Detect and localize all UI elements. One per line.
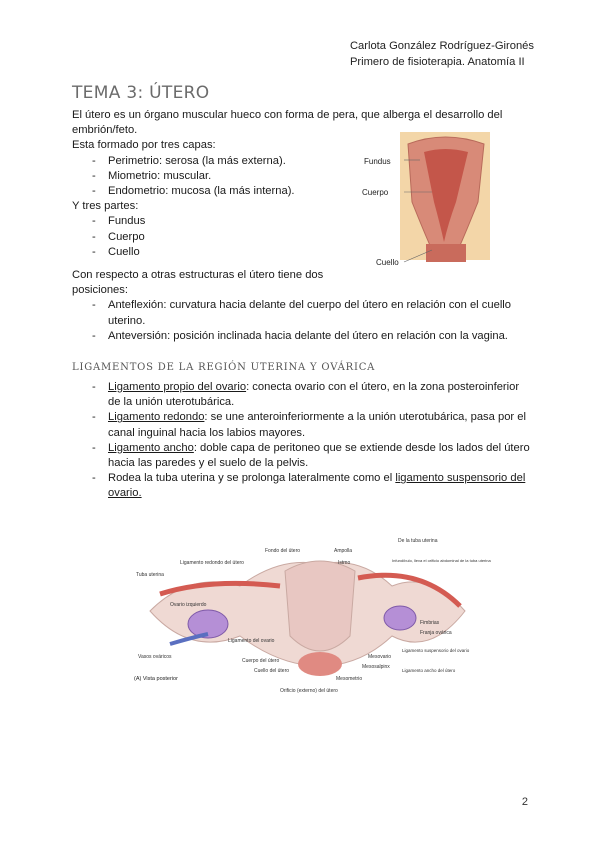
- ligaments-list: [72, 380, 534, 502]
- list-item: - Endometrio: mucosa (la más interna).: [92, 184, 342, 199]
- ampolla-label: Ampolla: [334, 548, 353, 554]
- list-item: - Perimetrio: serosa (la más externa).: [92, 154, 342, 169]
- ligament-term: ligamento suspensorio del ovario.: [108, 472, 526, 500]
- positions-list: [72, 298, 532, 344]
- parts-intro: Y tres partes:: [72, 200, 139, 213]
- list-item: [92, 441, 534, 471]
- istmo-label: Istmo: [338, 560, 351, 566]
- page-title: TEMA 3: ÚTERO: [72, 83, 210, 104]
- ligament-desc: : doble capa de peritoneo que se extiende desde los lados del útero hacia las paredes y el suelo de la pelvis.: [108, 441, 530, 470]
- cervix: [426, 244, 466, 262]
- mesosalpinx-label: Mesosalpinx: [362, 664, 390, 670]
- franja-ovarica-label: Franja ovárica: [420, 630, 452, 636]
- ligamento-ovario-label: Ligamento del ovario: [228, 638, 275, 644]
- figure-caption: (A) Vista posterior: [134, 676, 178, 682]
- author-name: Carlota González Rodríguez-Gironés: [349, 40, 534, 52]
- list-item: - Cuerpo: [92, 230, 342, 245]
- right-ovary: [384, 606, 416, 630]
- ligament-term: Ligamento redondo: [108, 411, 205, 424]
- ligaments-heading: LIGAMENTOS DE LA REGIÓN UTERINA Y OVÁRICA: [72, 362, 376, 373]
- ligamento-ancho-label: Ligamento ancho del útero: [402, 668, 456, 673]
- list-item: - Cuello: [92, 245, 342, 260]
- infundibulo-label: Infundíbulo, lleva el orificio abdominal de la tuba uterina: [392, 558, 491, 563]
- fondo-label: Fondo del útero: [265, 548, 301, 554]
- uterus-body: [285, 561, 355, 651]
- list-item: - Anteflexión: curvatura hacia delante del cuerpo del útero en relación con el cuello uterino.: [92, 298, 532, 328]
- positions-intro: Con respecto a otras estructuras el útero tiene dos posiciones:: [72, 269, 324, 297]
- orificio-label: Orificio (externo) del útero: [280, 688, 338, 694]
- cuerpo-utero-label: Cuerpo del útero: [242, 658, 280, 664]
- parts-list: [72, 214, 342, 260]
- list-item: - Miometrio: muscular.: [92, 169, 342, 184]
- ligament-desc: : conecta ovario con el útero, en la zona posteroinferior de la unión uterotubárica.: [108, 381, 520, 409]
- list-item: [92, 380, 534, 410]
- definition-text: El útero es un órgano muscular hueco con forma de pera, que alberga el desarrollo del embrión/feto.: [72, 109, 503, 137]
- vasos-ovaricos-label: Vasos ováricos: [138, 654, 172, 660]
- fundus-label: Fundus: [364, 157, 391, 166]
- tuba-uterina-label: Tuba uterina: [136, 572, 164, 578]
- layers-list: [72, 154, 342, 200]
- ligament-desc: : se une anteroinferiormente a la unión uterotubárica, pasa por el canal inguinal hacia los labios mayores.: [108, 411, 526, 439]
- course-name: Primero de fisioterapia. Anatomía II: [349, 56, 525, 68]
- ligamento-redondo-label: Ligamento redondo del útero: [180, 560, 244, 566]
- ovario-izquierdo-label: Ovario izquierdo: [170, 602, 207, 608]
- cuello-utero-label: Cuello del útero: [254, 668, 290, 674]
- page-header: [350, 38, 534, 70]
- ligaments-section: [72, 380, 534, 502]
- list-item: [92, 410, 534, 440]
- cuerpo-label: Cuerpo: [362, 188, 389, 197]
- mesometrio-label: Mesometrio: [336, 676, 363, 682]
- left-ovary: [188, 610, 228, 638]
- layers-intro: Esta formado por tres capas:: [72, 139, 216, 152]
- fimbrias-label: Fimbrias: [420, 620, 440, 626]
- page-number: 2: [521, 796, 528, 808]
- ligament-desc: Rodea la tuba uterina y se prolonga lateralmente como el: [108, 472, 396, 485]
- cervix: [298, 652, 342, 676]
- ligament-term: Ligamento ancho: [108, 441, 194, 454]
- ligaments-figure: [130, 516, 491, 696]
- list-item: [92, 471, 534, 501]
- list-item: - Fundus: [92, 214, 342, 229]
- ligamento-suspensorio-label: Ligamento suspensorio del ovario: [402, 648, 470, 653]
- list-item: - Anteversión: posición inclinada hacia delante del útero en relación con la vagina.: [92, 329, 532, 344]
- mesovario-label: Mesovario: [368, 654, 392, 660]
- ligament-term: Ligamento propio del ovario: [108, 381, 247, 393]
- cuello-label: Cuello: [376, 258, 399, 267]
- uterus-figure: [360, 132, 500, 268]
- de-la-tuba-label: De la tuba uterina: [398, 538, 438, 544]
